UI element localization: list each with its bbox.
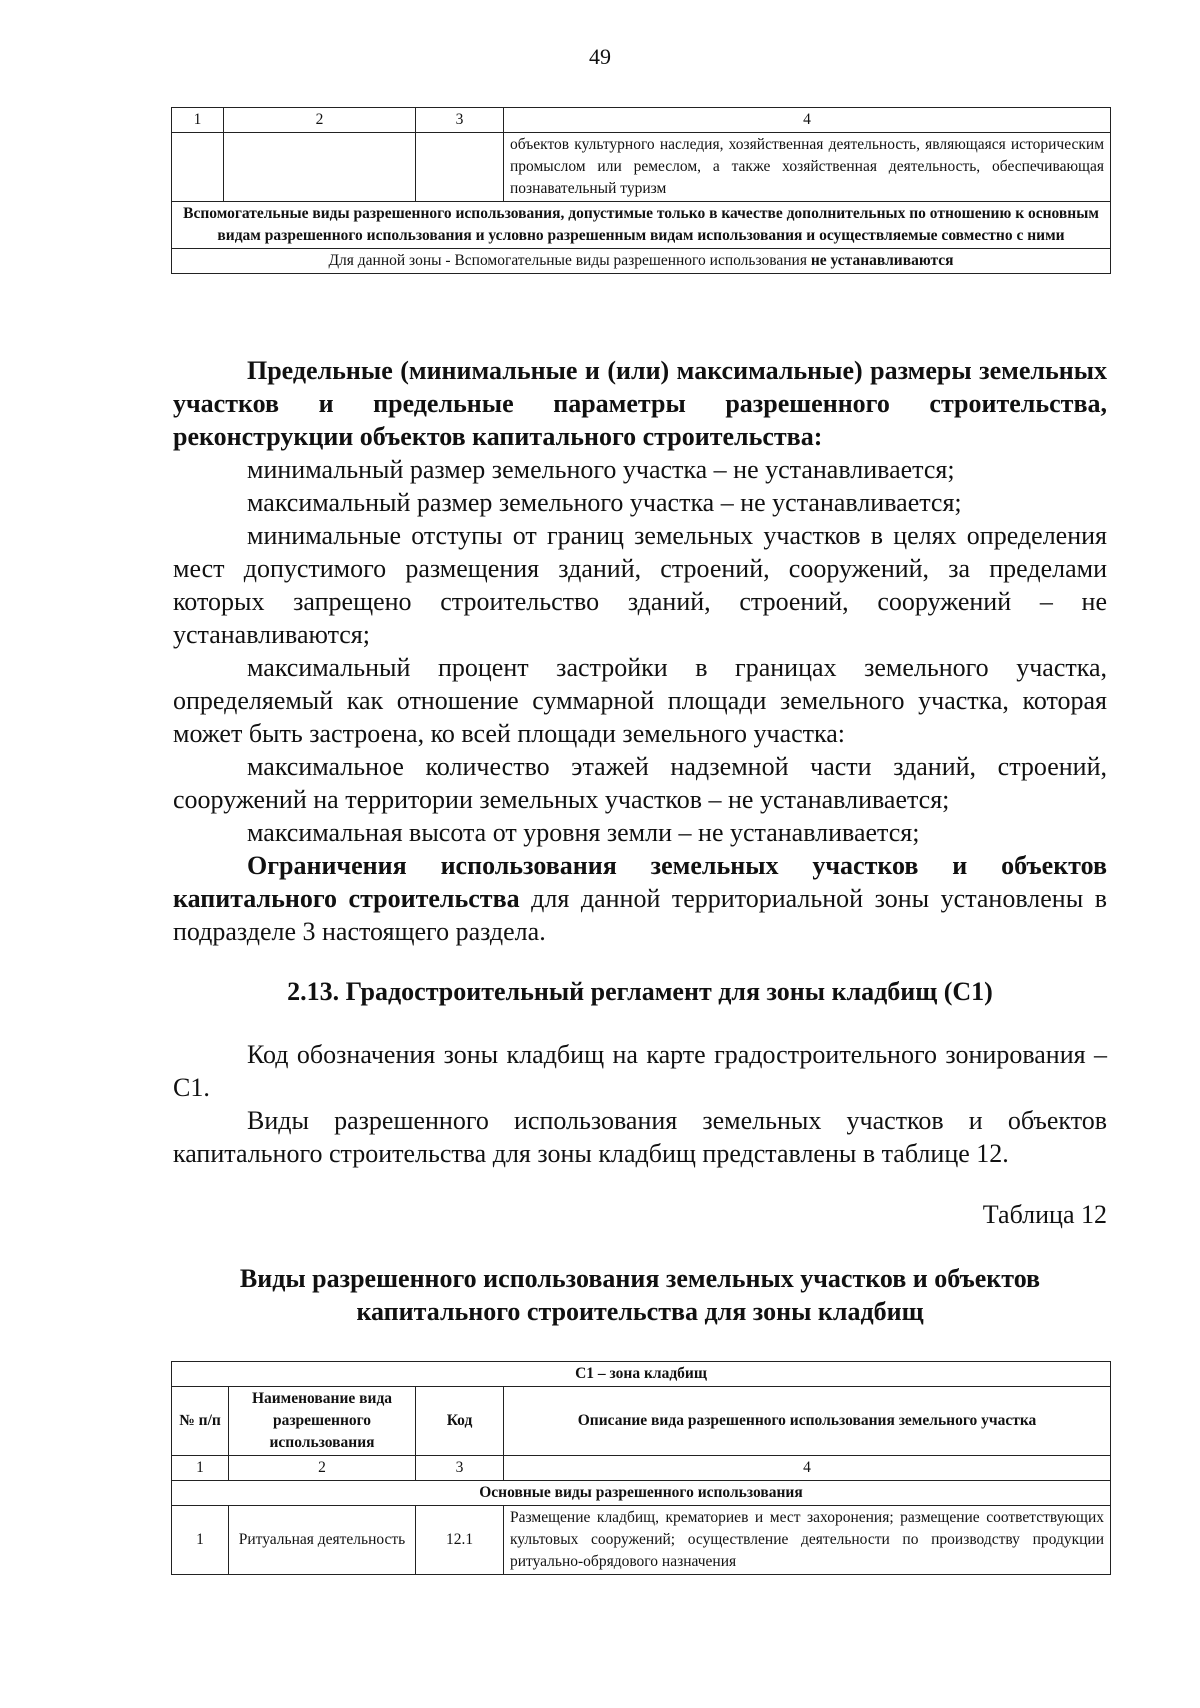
aux-note-row	[172, 249, 1111, 274]
table-label: Таблица 12	[982, 1200, 1107, 1229]
page-number: 49	[589, 44, 611, 69]
table-cell	[172, 133, 224, 202]
aux-heading-row	[172, 202, 1111, 249]
limits-item: минимальный размер земельного участка – не устанавливается;	[247, 455, 955, 484]
aux-uses-note	[172, 249, 1111, 274]
table-cell	[224, 133, 416, 202]
zone-title: С1 – зона кладбищ	[172, 1362, 1111, 1387]
limits-item: максимальная высота от уровня земли – не устанавливается;	[247, 818, 920, 847]
aux-uses-heading: Вспомогательные виды разрешенного использования, допустимые только в качестве дополнительных по отношению к основным видам разрешенного использования и условно разрешенным видам использования и осуществляемые совместно с ними	[172, 202, 1111, 249]
main-uses-heading: Основные виды разрешенного использования	[172, 1481, 1111, 1506]
previous-zone-table	[171, 107, 1111, 274]
column-number: 1	[172, 1456, 229, 1481]
column-header-description: Описание вида разрешенного использования земельного участка	[504, 1387, 1111, 1456]
section-paragraph: Виды разрешенного использования земельных участков и объектов капитального строительства для зоны кладбищ представлены в таблице 12.	[173, 1106, 1107, 1168]
column-header-row	[172, 1387, 1111, 1456]
table-header-cell: 4	[504, 108, 1111, 133]
table-header-row	[172, 108, 1111, 133]
table-header-cell: 2	[224, 108, 416, 133]
table-header-cell: 1	[172, 108, 224, 133]
limits-item: максимальный процент застройки в границах земельного участка, определяемый как отношение суммарной площади земельного участка, которая может быть застроена, ко всей площади земельного участка:	[173, 653, 1107, 748]
row-description: Размещение кладбищ, крематориев и мест захоронения; размещение соответствующих культовых сооружений; осуществление деятельности по производству продукции ритуально-обрядового назначения	[504, 1506, 1111, 1575]
column-number-row	[172, 1456, 1111, 1481]
restrictions-paragraph	[173, 849, 1107, 948]
section-body	[173, 1038, 1107, 1170]
table-row	[172, 1506, 1111, 1575]
column-header-code: Код	[416, 1387, 504, 1456]
table-header-cell: 3	[416, 108, 504, 133]
row-code: 12.1	[416, 1506, 504, 1575]
aux-note-bold: не устанавливаются	[810, 252, 954, 269]
cemetery-zone-table	[171, 1361, 1111, 1575]
zone-title-row	[172, 1362, 1111, 1387]
column-header-name: Наименование вида разрешенного использования	[229, 1387, 416, 1456]
aux-note-text: Для данной зоны - Вспомогательные виды разрешенного использования	[328, 252, 811, 269]
column-number: 2	[229, 1456, 416, 1481]
table-caption: Виды разрешенного использования земельных участков и объектов капитального строительства для зоны кладбищ	[239, 1264, 1041, 1326]
limits-item: максимальное количество этажей надземной части зданий, строений, сооружений на территории земельных участков – не устанавливается;	[173, 752, 1107, 814]
section-paragraph: Код обозначения зоны кладбищ на карте градостроительного зонирования – С1.	[173, 1040, 1107, 1102]
limits-item: минимальные отступы от границ земельных участков в целях определения мест допустимого размещения зданий, строений, сооружений, за пределами которых запрещено строительство зданий, строений, сооружений – не устанавливаются;	[173, 521, 1107, 649]
restrictions-text: для данной территориальной зоны установлены в подразделе 3 настоящего раздела.	[173, 884, 1107, 946]
column-number: 4	[504, 1456, 1111, 1481]
limits-item: максимальный размер земельного участка – не устанавливается;	[247, 488, 962, 517]
row-name: Ритуальная деятельность	[229, 1506, 416, 1575]
row-num: 1	[172, 1506, 229, 1575]
table-row	[172, 133, 1111, 202]
main-uses-heading-row	[172, 1481, 1111, 1506]
limits-block	[173, 354, 1107, 948]
table-cell-description: объектов культурного наследия, хозяйственная деятельность, являющаяся историческим промыслом или ремеслом, а также хозяйственная деятельность, обеспечивающая познавательный туризм	[504, 133, 1111, 202]
restrictions-bold: Ограничения использования земельных участков и объектов капитального строительства	[173, 851, 1107, 913]
table-cell	[416, 133, 504, 202]
column-header-num: № п/п	[172, 1387, 229, 1456]
column-number: 3	[416, 1456, 504, 1481]
section-title: 2.13. Градостроительный регламент для зоны кладбищ (С1)	[287, 977, 993, 1006]
limits-heading: Предельные (минимальные и (или) максимальные) размеры земельных участков и предельные параметры разрешенного строительства, реконструкции объектов капитального строительства:	[173, 356, 1107, 451]
